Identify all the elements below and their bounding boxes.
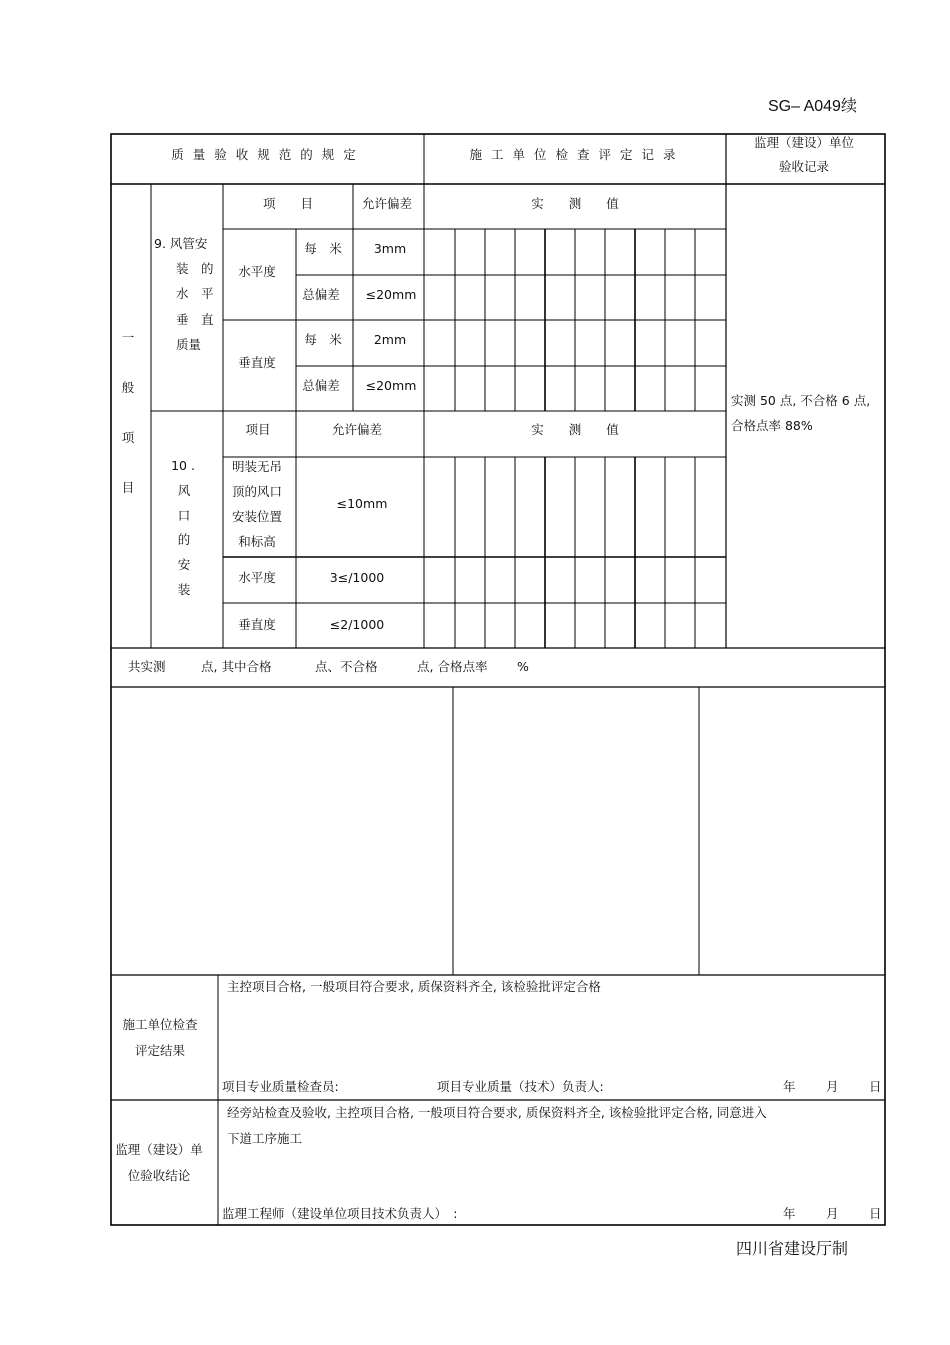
construction-month: 月 xyxy=(826,1079,839,1094)
document-code: SG– A049续 xyxy=(768,98,857,115)
item9-h-total-tol: ≤20mm xyxy=(365,287,417,302)
summary-text: 点, 合格点率 xyxy=(417,659,488,674)
supervisor-title-line1: 监理（建设）单位 xyxy=(753,135,855,150)
item10-col-item: 项目 xyxy=(245,422,271,437)
category-char: 项 xyxy=(121,430,135,445)
item10-horizontal-tol: 3≤/1000 xyxy=(329,570,385,585)
supervisor-note-line2: 合格点率 88% xyxy=(731,418,813,433)
item9-col-tolerance: 允许偏差 xyxy=(361,196,413,211)
construction-label-line1: 施工单位检查 xyxy=(122,1017,198,1032)
record-title: 施工单位检查评定记录 xyxy=(469,147,685,162)
construction-result-text: 主控项目合格, 一般项目符合要求, 质保资料齐全, 该检验批评定合格 xyxy=(227,979,601,994)
supervision-month: 月 xyxy=(826,1206,839,1221)
item10-label-line: 装 xyxy=(177,582,191,597)
item10-position-line: 和标高 xyxy=(238,534,276,549)
supervision-engineer: 监理工程师（建设单位项目技术负责人） : xyxy=(222,1206,458,1221)
item10-vertical-tol: ≤2/1000 xyxy=(329,617,385,632)
item9-v-total: 总偏差 xyxy=(302,378,340,393)
item10-col-tolerance: 允许偏差 xyxy=(331,422,383,437)
construction-label-line2: 评定结果 xyxy=(134,1043,186,1058)
supervision-label-line1: 监理（建设）单 xyxy=(115,1142,203,1157)
supervision-text-line1: 经旁站检查及验收, 主控项目合格, 一般项目符合要求, 质保资料齐全, 该检验批评定合格, 同意进入 xyxy=(227,1105,767,1120)
item10-label-line: 10 . xyxy=(171,458,195,473)
construction-year: 年 xyxy=(783,1079,796,1094)
item10-position-line: 安装位置 xyxy=(231,509,283,524)
item9-label-line: 9. 风管安 xyxy=(154,236,208,251)
item9-col-item: 项 目 xyxy=(262,196,314,211)
item9-h-total: 总偏差 xyxy=(302,287,340,302)
supervision-text-line2: 下道工序施工 xyxy=(227,1131,303,1146)
construction-inspector: 项目专业质量检查员: xyxy=(222,1079,339,1094)
item9-label-line: 垂 直 xyxy=(176,312,214,327)
item9-horizontal-label: 水平度 xyxy=(238,264,276,279)
supervision-day: 日 xyxy=(869,1206,882,1221)
item9-label-line: 装 的 xyxy=(176,261,214,276)
supervisor-note-line1: 实测 50 点, 不合格 6 点, xyxy=(731,393,871,408)
item10-position-line: 顶的风口 xyxy=(231,484,283,499)
item9-h-per-meter-tol: 3mm xyxy=(373,241,407,256)
item9-label-line: 质量 xyxy=(176,337,202,352)
item9-h-per-meter: 每 米 xyxy=(304,241,342,256)
item10-label-line: 风 xyxy=(177,483,191,498)
summary-text: 点、不合格 xyxy=(315,659,378,674)
item10-vertical-label: 垂直度 xyxy=(238,617,276,632)
item9-v-per-meter-tol: 2mm xyxy=(373,332,407,347)
item9-v-total-tol: ≤20mm xyxy=(365,378,417,393)
item9-col-measured: 实 测 值 xyxy=(531,196,619,211)
supervision-year: 年 xyxy=(783,1206,796,1221)
summary-text: 点, 其中合格 xyxy=(201,659,272,674)
summary-text: % xyxy=(517,659,529,674)
document-footer: 四川省建设厅制 xyxy=(736,1239,849,1258)
category-char: 般 xyxy=(121,380,135,395)
category-char: 一 xyxy=(121,330,135,345)
item10-horizontal-label: 水平度 xyxy=(238,570,276,585)
item10-label-line: 安 xyxy=(177,557,191,572)
supervisor-title-line2: 验收记录 xyxy=(778,159,830,174)
spec-title: 质量验收规范的规定 xyxy=(171,147,365,162)
item10-label-line: 口 xyxy=(177,508,191,523)
construction-day: 日 xyxy=(869,1079,882,1094)
item10-label-line: 的 xyxy=(177,532,191,547)
item9-label-line: 水 平 xyxy=(176,286,214,301)
item10-col-measured: 实 测 值 xyxy=(531,422,619,437)
item9-vertical-label: 垂直度 xyxy=(238,355,276,370)
item9-v-per-meter: 每 米 xyxy=(304,332,342,347)
item10-position-line: 明装无吊 xyxy=(231,459,283,474)
summary-text: 共实测 xyxy=(128,659,166,674)
item10-position-tol: ≤10mm xyxy=(336,496,388,511)
category-char: 目 xyxy=(121,480,135,495)
construction-tech-lead: 项目专业质量（技术）负责人: xyxy=(437,1079,604,1094)
supervision-label-line2: 位验收结论 xyxy=(127,1168,191,1183)
